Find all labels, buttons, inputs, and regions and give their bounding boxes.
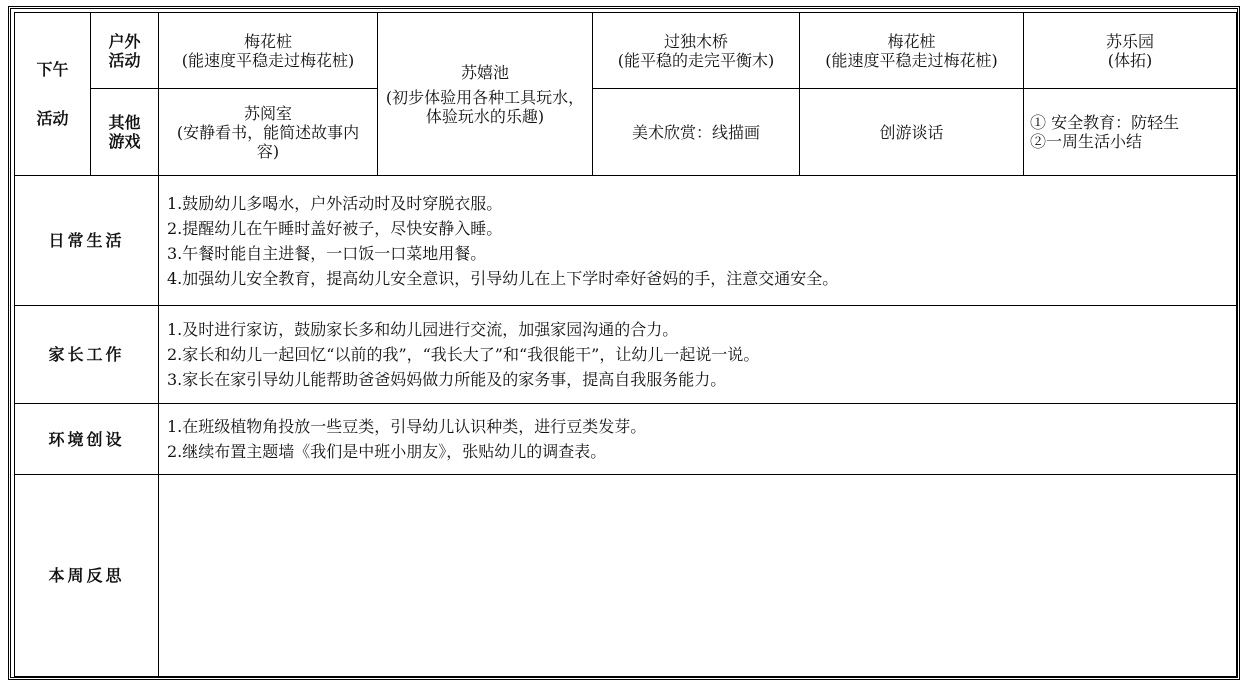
outdoor-cell-3 <box>593 13 800 89</box>
afternoon-label-line2: 活动 <box>36 109 69 128</box>
daily-life-item: 3.午餐时能自主进餐，一口饭一口菜地用餐。 <box>167 243 487 263</box>
daily-life-item: 4.加强幼儿安全教育，提高幼儿安全意识，引导幼儿在上下学时牵好爸妈的手，注意交通安全。 <box>167 268 839 288</box>
parent-work-row <box>15 306 1237 404</box>
parent-work-header: 家长工作 <box>15 306 159 404</box>
other-games-header <box>91 89 159 176</box>
outdoor-label: 户外活动 <box>108 31 141 70</box>
outdoor-3-desc: (能平稳的走完平衡木) <box>617 50 775 70</box>
daily-life-item: 1.鼓励幼儿多喝水，户外活动时及时穿脱衣服。 <box>167 193 503 213</box>
reflection-header: 本周反思 <box>15 475 159 677</box>
other-cell-4: 创游谈话 <box>800 89 1024 176</box>
afternoon-label-line1: 下午 <box>36 60 69 79</box>
other-cell-1 <box>159 89 378 176</box>
daily-life-header: 日常生活 <box>15 176 159 306</box>
outdoor-cell-1 <box>159 13 378 89</box>
outdoor-4-title: 梅花桩 <box>887 31 936 51</box>
parent-work-item: 2.家长和幼儿一起回忆“以前的我”，“我长大了”和“我很能干”，让幼儿一起说一说。 <box>167 345 760 364</box>
other-5-line2: ②一周生活小结 <box>1030 132 1143 151</box>
outdoor-cell-4 <box>800 13 1024 89</box>
other-5-line1: ① 安全教育：防轻生 <box>1030 113 1180 132</box>
daily-life-row <box>15 176 1237 306</box>
reflection-content[interactable] <box>159 475 1237 677</box>
parent-work-item: 1.及时进行家访，鼓励家长多和幼儿园进行交流，加强家园沟通的合力。 <box>167 320 679 339</box>
weekly-plan-table <box>14 12 1237 677</box>
environment-header: 环境创设 <box>15 404 159 475</box>
reflection-row <box>15 475 1237 677</box>
afternoon-outdoor-row <box>15 13 1237 89</box>
parent-work-item: 3.家长在家引导幼儿能帮助爸爸妈妈做力所能及的家务事，提高自我服务能力。 <box>167 370 727 389</box>
afternoon-other-row <box>15 89 1237 176</box>
outdoor-cell-5 <box>1024 13 1237 89</box>
outdoor-2-title: 苏嬉池 <box>460 62 509 82</box>
daily-life-item: 2.提醒幼儿在午睡时盖好被子，尽快安静入睡。 <box>167 218 503 238</box>
other-label: 其他游戏 <box>108 113 141 151</box>
outdoor-4-desc: (能速度平稳走过梅花桩) <box>825 50 998 70</box>
daily-life-content <box>159 176 1237 306</box>
other-1-desc: (安静看书，能简述故事内容) <box>176 122 360 161</box>
parent-work-content <box>159 306 1237 404</box>
afternoon-activity-header <box>15 13 91 176</box>
outdoor-2-desc: (初步体验用各种工具玩水，体验玩水的乐趣) <box>385 87 585 126</box>
outdoor-cell-2 <box>378 13 593 176</box>
other-1-title: 苏阅室 <box>243 103 292 123</box>
outdoor-5-desc: (体拓) <box>1107 50 1153 70</box>
other-cell-3: 美术欣赏：线描画 <box>593 89 800 176</box>
environment-row <box>15 404 1237 475</box>
environment-content <box>159 404 1237 475</box>
outdoor-1-desc: (能速度平稳走过梅花桩) <box>181 50 355 70</box>
plan-page <box>8 6 1240 680</box>
outdoor-3-title: 过独木桥 <box>663 31 728 51</box>
outdoor-5-title: 苏乐园 <box>1105 31 1154 51</box>
outdoor-activity-header <box>91 13 159 89</box>
other-cell-5 <box>1024 89 1237 176</box>
environment-item: 1.在班级植物角投放一些豆类，引导幼儿认识种类，进行豆类发芽。 <box>167 417 647 436</box>
environment-item: 2.继续布置主题墙《我们是中班小朋友》，张贴幼儿的调查表。 <box>167 442 607 461</box>
outdoor-1-title: 梅花桩 <box>243 31 292 51</box>
